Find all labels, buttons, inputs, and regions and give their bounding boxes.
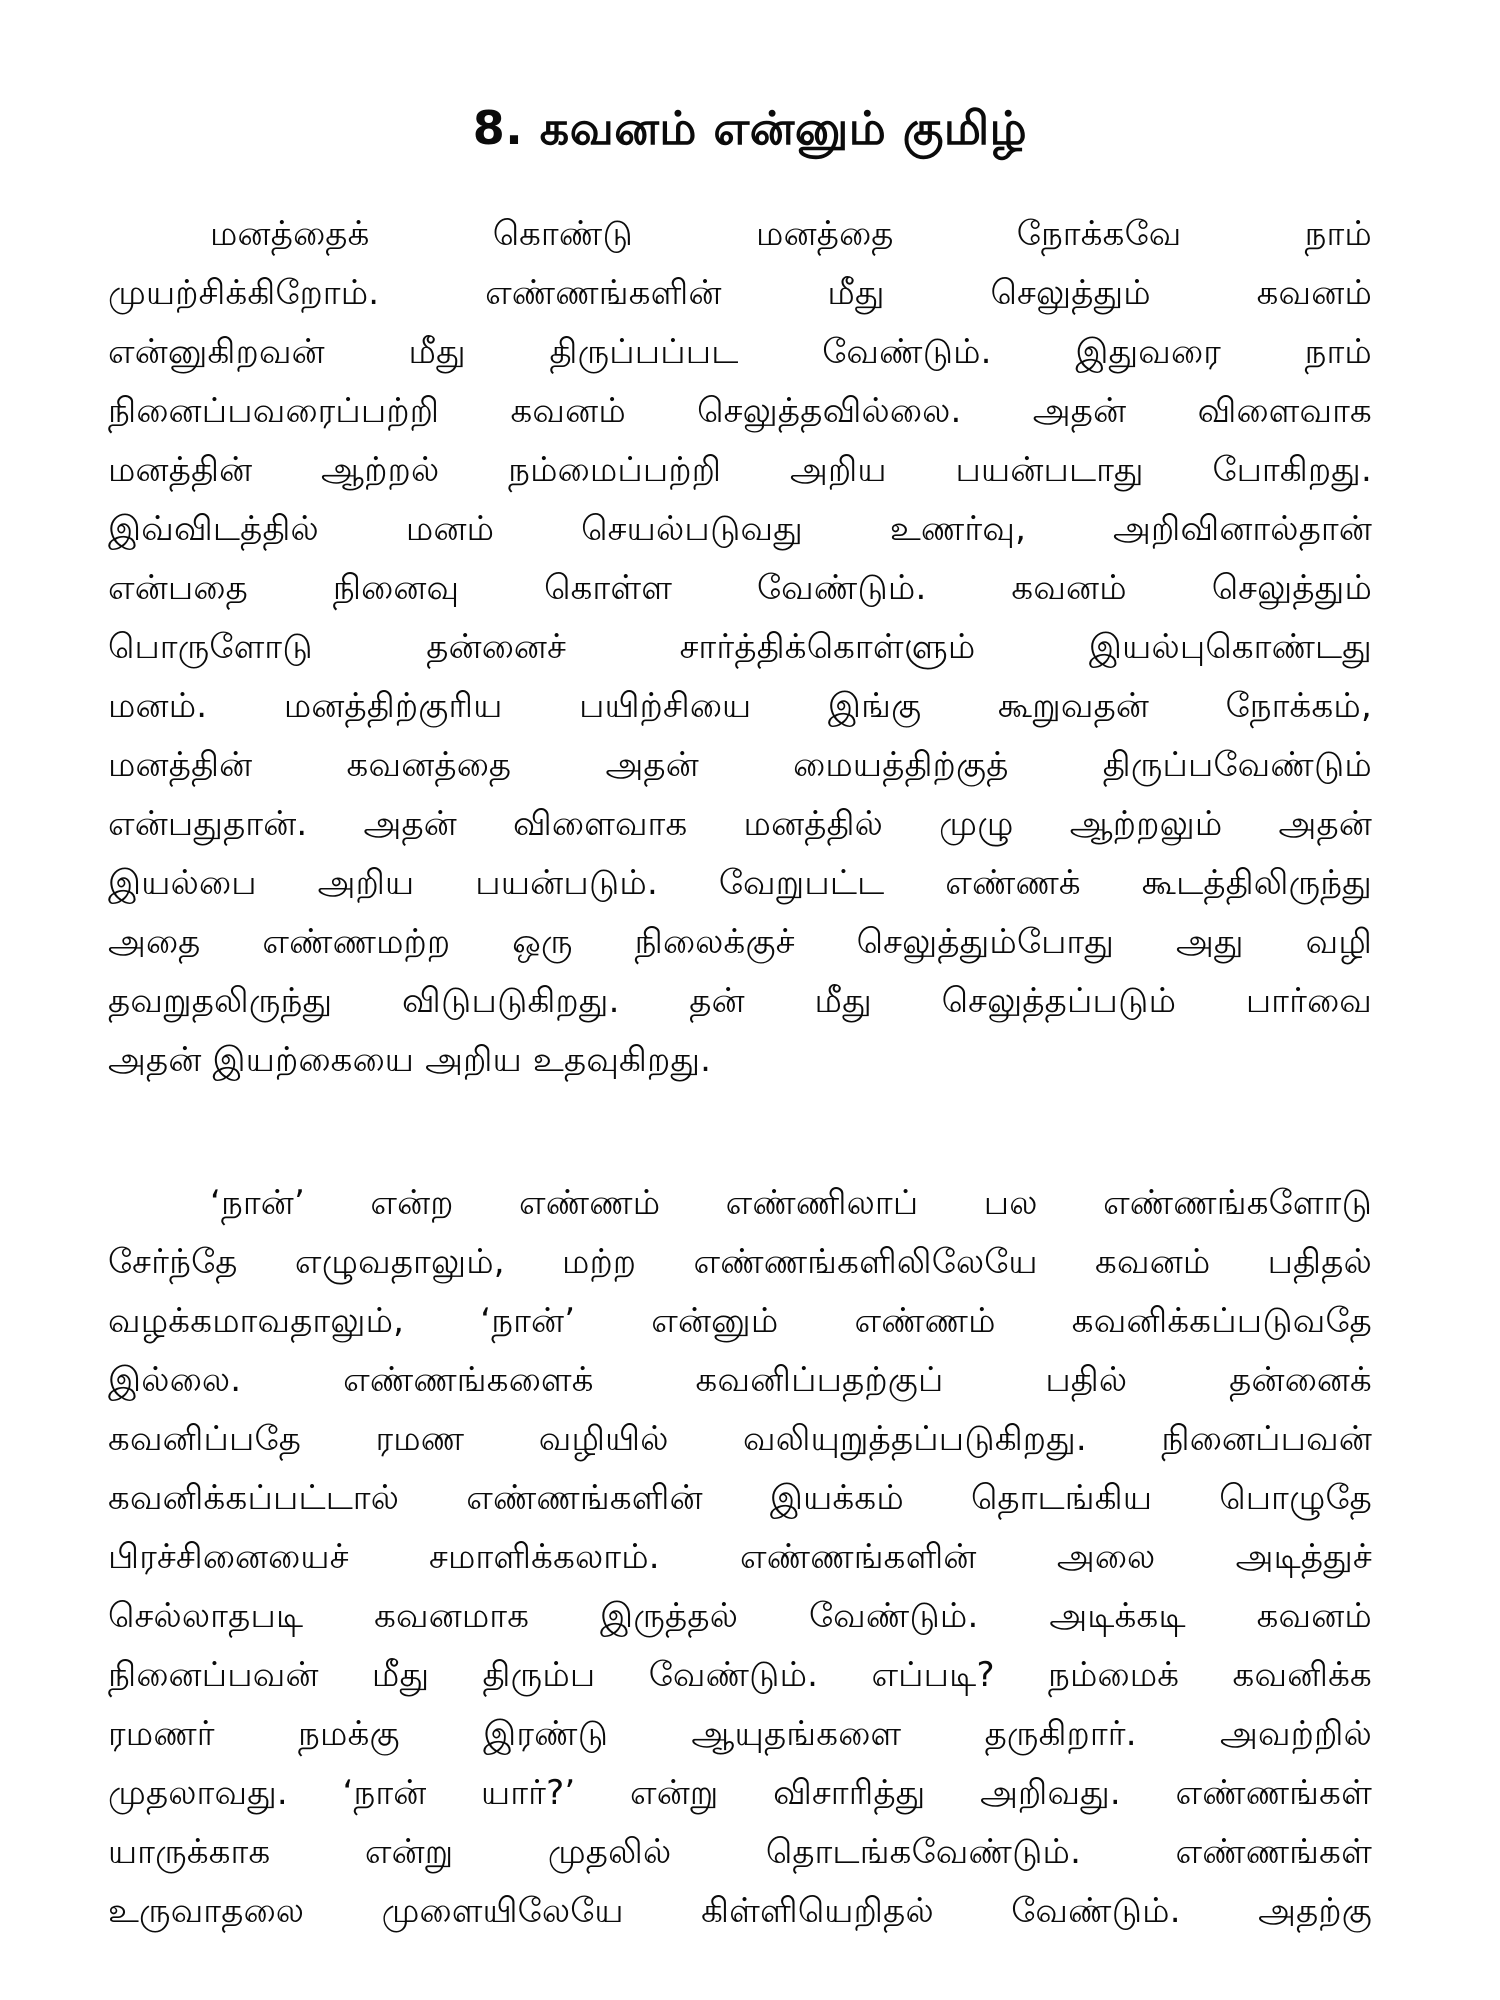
text-line: மனம். மனத்திற்குரிய பயிற்சியை இங்கு கூறுவதன் நோக்கம், (108, 686, 1372, 726)
text-line: அதன் இயற்கையை அறிய உதவுகிறது. (108, 1040, 712, 1080)
text-line: தவறுதலிருந்து விடுபடுகிறது. தன் மீது செலுத்தப்படும் பார்வை (108, 981, 1372, 1021)
text-line: கவனிப்பதே ரமண வழியில் வலியுறுத்தப்படுகிறது. நினைப்பவன் (108, 1419, 1372, 1459)
paragraph-1 (108, 205, 1372, 1090)
text-line: கவனிக்கப்பட்டால் எண்ணங்களின் இயக்கம் தொடங்கிய பொழுதே (108, 1478, 1372, 1518)
text-line: முதலாவது. ‘நான் யார்?’ என்று விசாரித்து அறிவது. எண்ணங்கள் (108, 1773, 1372, 1813)
text-line: ‘நான்’ என்ற எண்ணம் எண்ணிலாப் பல எண்ணங்களோடு (210, 1183, 1372, 1223)
text-line: பிரச்சினையைச் சமாளிக்கலாம். எண்ணங்களின் அலை அடித்துச் (108, 1537, 1372, 1577)
text-line: இவ்விடத்தில் மனம் செயல்படுவது உணர்வு, அறிவினால்தான் (108, 509, 1372, 549)
text-line: நினைப்பவரைப்பற்றி கவனம் செலுத்தவில்லை. அதன் விளைவாக (108, 391, 1372, 431)
text-line: முயற்சிக்கிறோம். எண்ணங்களின் மீது செலுத்தும் கவனம் (108, 273, 1372, 313)
text-line: ரமணர் நமக்கு இரண்டு ஆயுதங்களை தருகிறார். அவற்றில் (108, 1714, 1372, 1754)
text-line: யாருக்காக என்று முதலில் தொடங்கவேண்டும். எண்ணங்கள் (108, 1832, 1372, 1872)
text-line: நினைப்பவன் மீது திரும்ப வேண்டும். எப்படி? நம்மைக் கவனிக்க (108, 1655, 1372, 1695)
paragraph-2 (108, 1174, 1372, 1941)
text-line: செல்லாதபடி கவனமாக இருத்தல் வேண்டும். அடிக்கடி கவனம் (108, 1596, 1372, 1636)
text-line: மனத்தின் கவனத்தை அதன் மையத்திற்குத் திருப்பவேண்டும் (108, 745, 1372, 785)
text-line: என்னுகிறவன் மீது திருப்பப்பட வேண்டும். இதுவரை நாம் (108, 332, 1372, 372)
text-line: பொருளோடு தன்னைச் சார்த்திக்கொள்ளும் இயல்புகொண்டது (108, 627, 1372, 667)
text-line: இயல்பை அறிய பயன்படும். வேறுபட்ட எண்ணக் கூடத்திலிருந்து (108, 863, 1372, 903)
text-line: சேர்ந்தே எழுவதாலும், மற்ற எண்ணங்களிலிலேயே கவனம் பதிதல் (108, 1242, 1372, 1282)
text-line: என்பதை நினைவு கொள்ள வேண்டும். கவனம் செலுத்தும் (108, 568, 1372, 608)
text-line: என்பதுதான். அதன் விளைவாக மனத்தில் முழு ஆற்றலும் அதன் (108, 804, 1372, 844)
text-line: உருவாதலை முளையிலேயே கிள்ளியெறிதல் வேண்டும். அதற்கு (108, 1891, 1372, 1931)
text-line: அதை எண்ணமற்ற ஒரு நிலைக்குச் செலுத்தும்போது அது வழி (108, 922, 1372, 962)
chapter-title: 8. கவனம் என்னும் குமிழ் (472, 101, 1028, 155)
text-line: இல்லை. எண்ணங்களைக் கவனிப்பதற்குப் பதில் தன்னைக் (108, 1360, 1372, 1400)
text-line: மனத்தின் ஆற்றல் நம்மைப்பற்றி அறிய பயன்படாது போகிறது. (108, 450, 1372, 490)
text-line: வழக்கமாவதாலும், ‘நான்’ என்னும் எண்ணம் கவனிக்கப்படுவதே (108, 1301, 1372, 1341)
text-line: மனத்தைக் கொண்டு மனத்தை நோக்கவே நாம் (210, 214, 1372, 254)
